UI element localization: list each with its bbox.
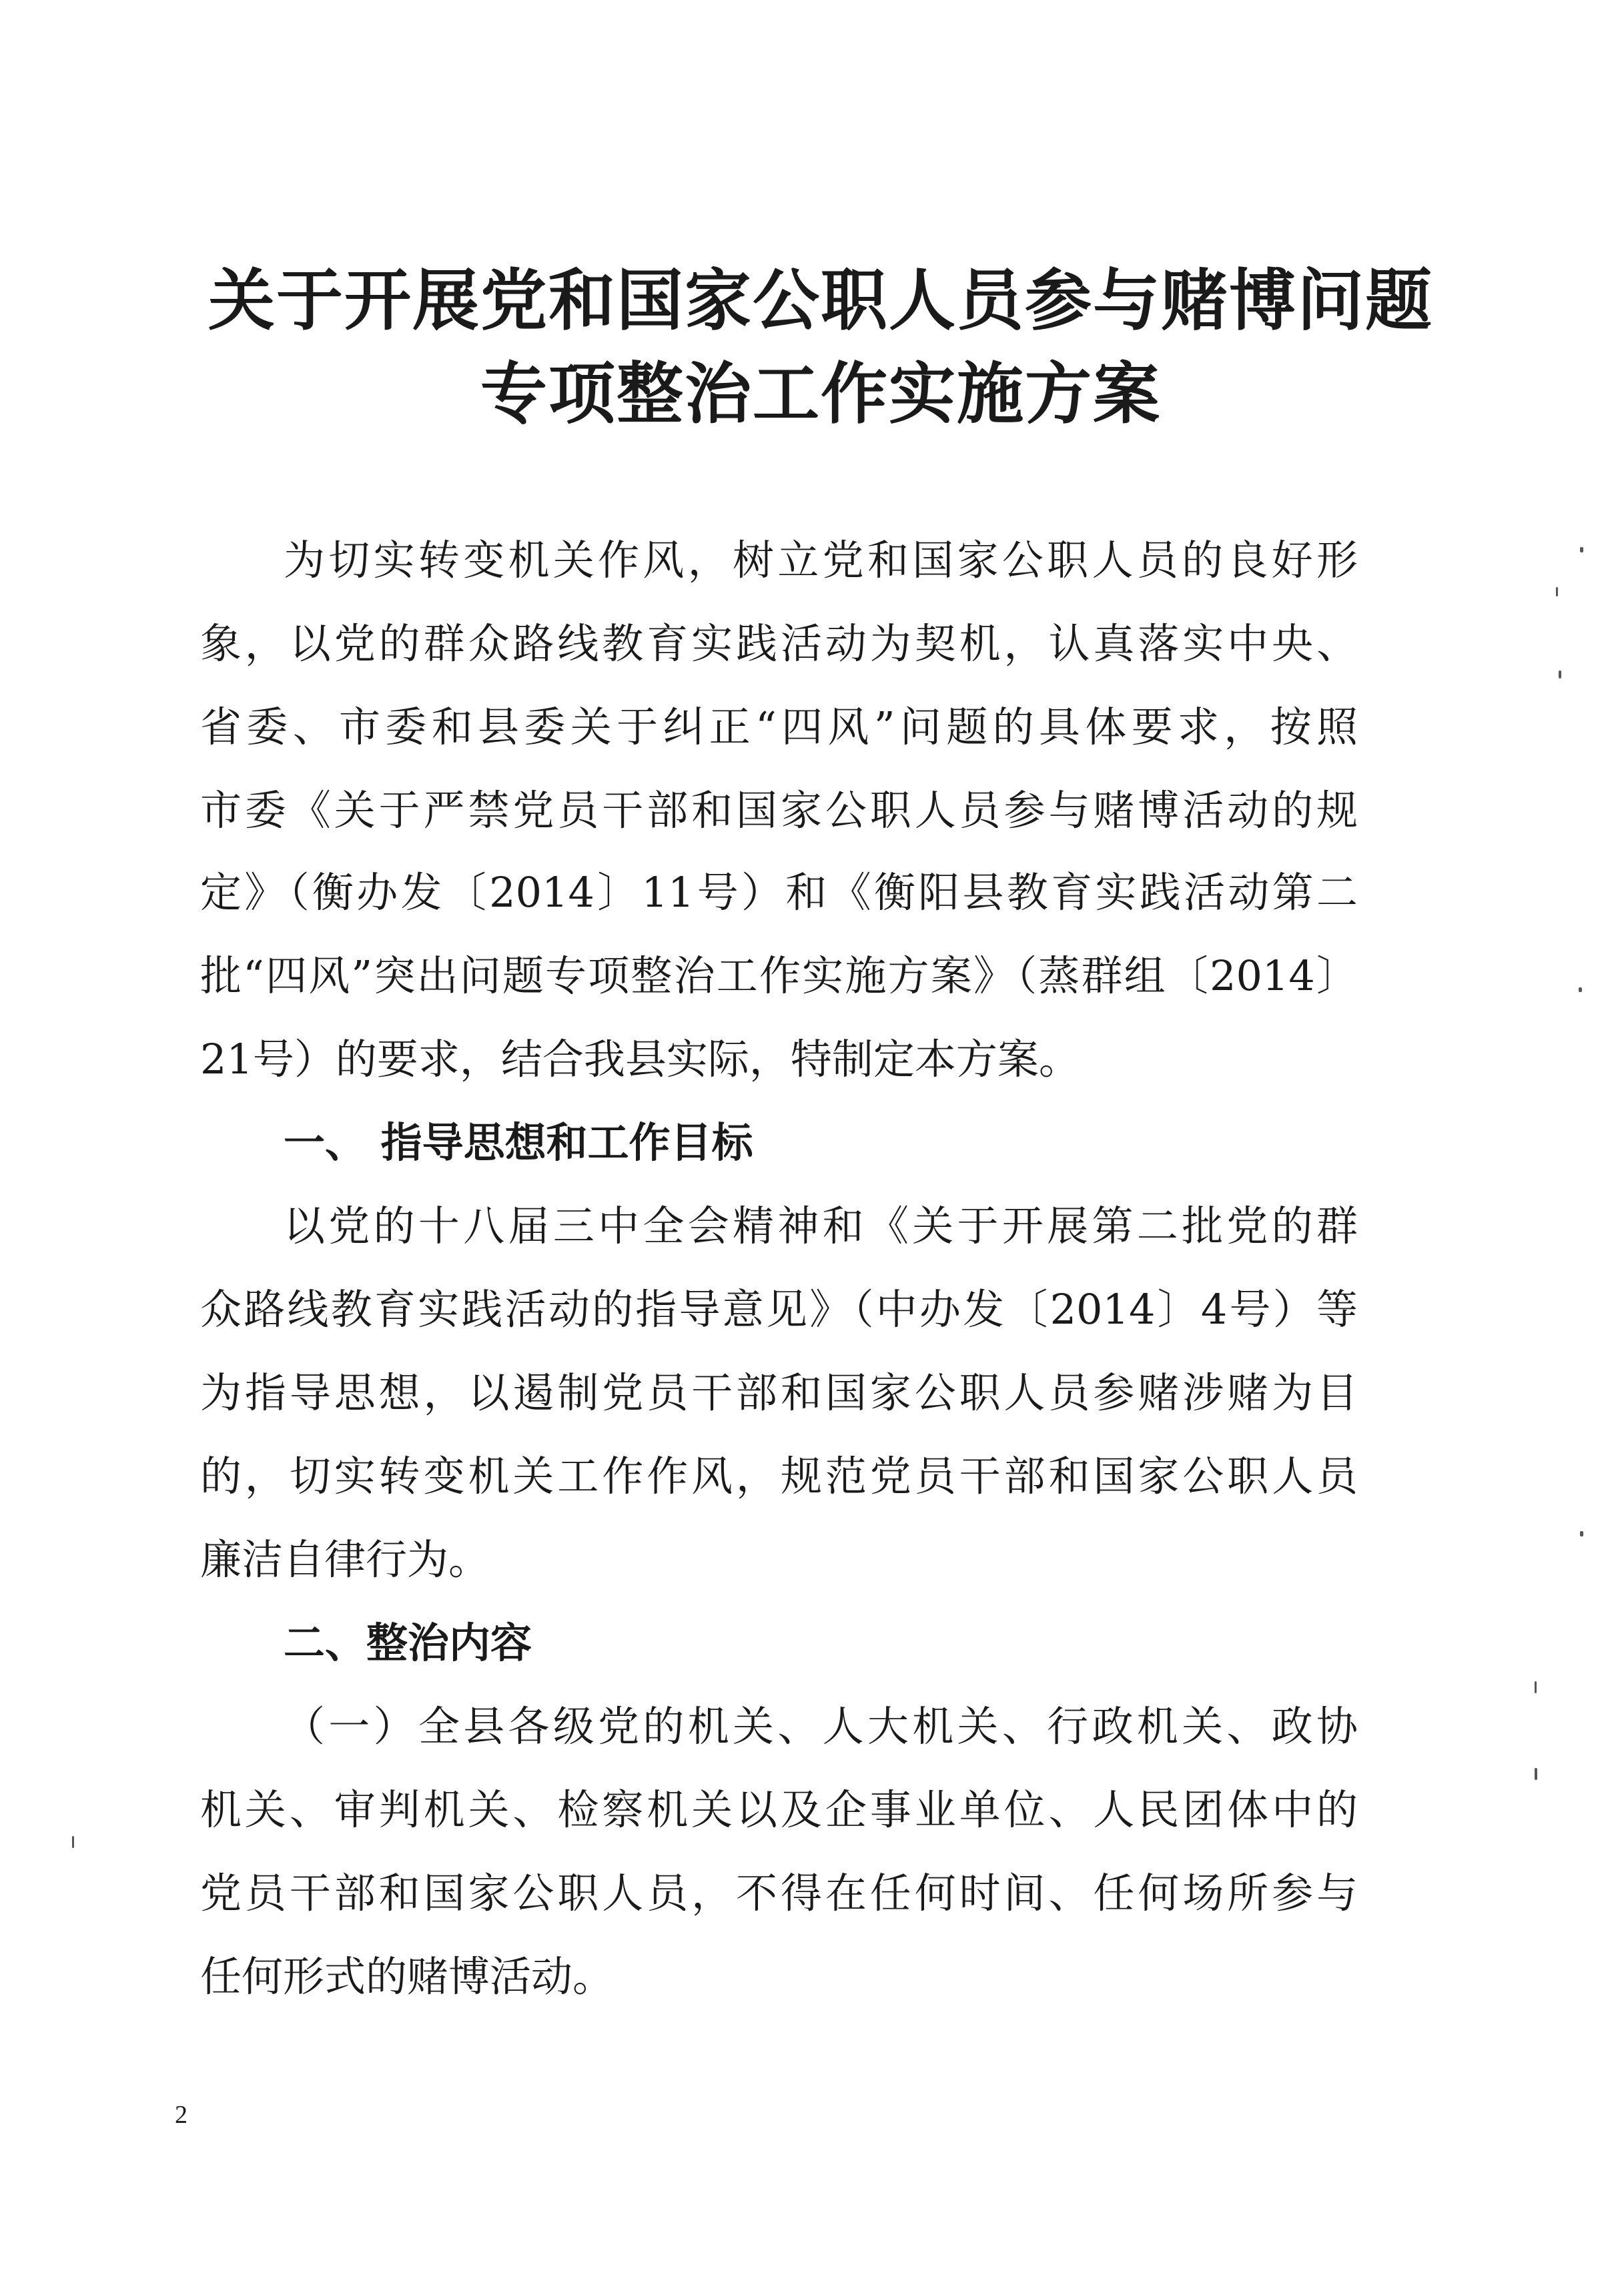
section-2-heading: 二、整治内容 [284,1619,532,1667]
document-title-line-1: 关于开展党和国家公职人员参与赌博问题 [208,261,1433,340]
scan-speck [1579,987,1582,992]
page-number: 2 [175,2101,187,2129]
scan-speck [1556,587,1558,596]
scan-speck [1559,670,1561,678]
document-title-line-2: 专项整治工作实施方案 [480,354,1161,433]
scan-speck [1535,1681,1537,1693]
intro-line-7: 21号）的要求，结合我县实际，特制定本方案。 [200,1035,1080,1083]
section-1-line-1: 以党的十八届三中全会精神和《关于开展第二批党的群 [284,1202,1358,1250]
section-2-line-3: 党员干部和国家公职人员，不得在任何时间、任何场所参与 [200,1869,1358,1917]
intro-line-6: 批“四风”突出问题专项整治工作实施方案》（蒸群组〔2014〕 [200,951,1358,1000]
scan-speck [1535,1768,1537,1780]
intro-line-5: 定》（衡办发〔2014〕11号）和《衡阳县教育实践活动第二 [200,868,1358,917]
scan-speck [72,1836,74,1848]
intro-line-1: 为切实转变机关作风，树立党和国家公职人员的良好形 [284,536,1358,584]
scan-speck [1580,1531,1583,1536]
section-2-line-2: 机关、审判机关、检察机关以及企事业单位、人民团体中的 [200,1785,1358,1834]
section-2-line-1: （一）全县各级党的机关、人大机关、行政机关、政协 [284,1702,1358,1751]
section-2-line-4: 任何形式的赌博活动。 [200,1952,615,2001]
scan-speck [1580,547,1583,552]
section-1-line-3: 为指导思想，以遏制党员干部和国家公职人员参赌涉赌为目 [200,1368,1358,1417]
section-1-line-2: 众路线教育实践活动的指导意见》（中办发〔2014〕4号）等 [200,1285,1358,1334]
section-1-line-4: 的，切实转变机关工作作风，规范党员干部和国家公职人员 [200,1452,1358,1500]
intro-line-3: 省委、市委和县委关于纠正“四风”问题的具体要求，按照 [200,703,1358,751]
section-1-heading: 一、 指导思想和工作目标 [284,1118,753,1167]
section-1-line-5: 廉洁自律行为。 [200,1535,490,1584]
intro-line-2: 象，以党的群众路线教育实践活动为契机，认真落实中央、 [200,619,1358,668]
intro-line-4: 市委《关于严禁党员干部和国家公职人员参与赌博活动的规 [200,786,1358,835]
